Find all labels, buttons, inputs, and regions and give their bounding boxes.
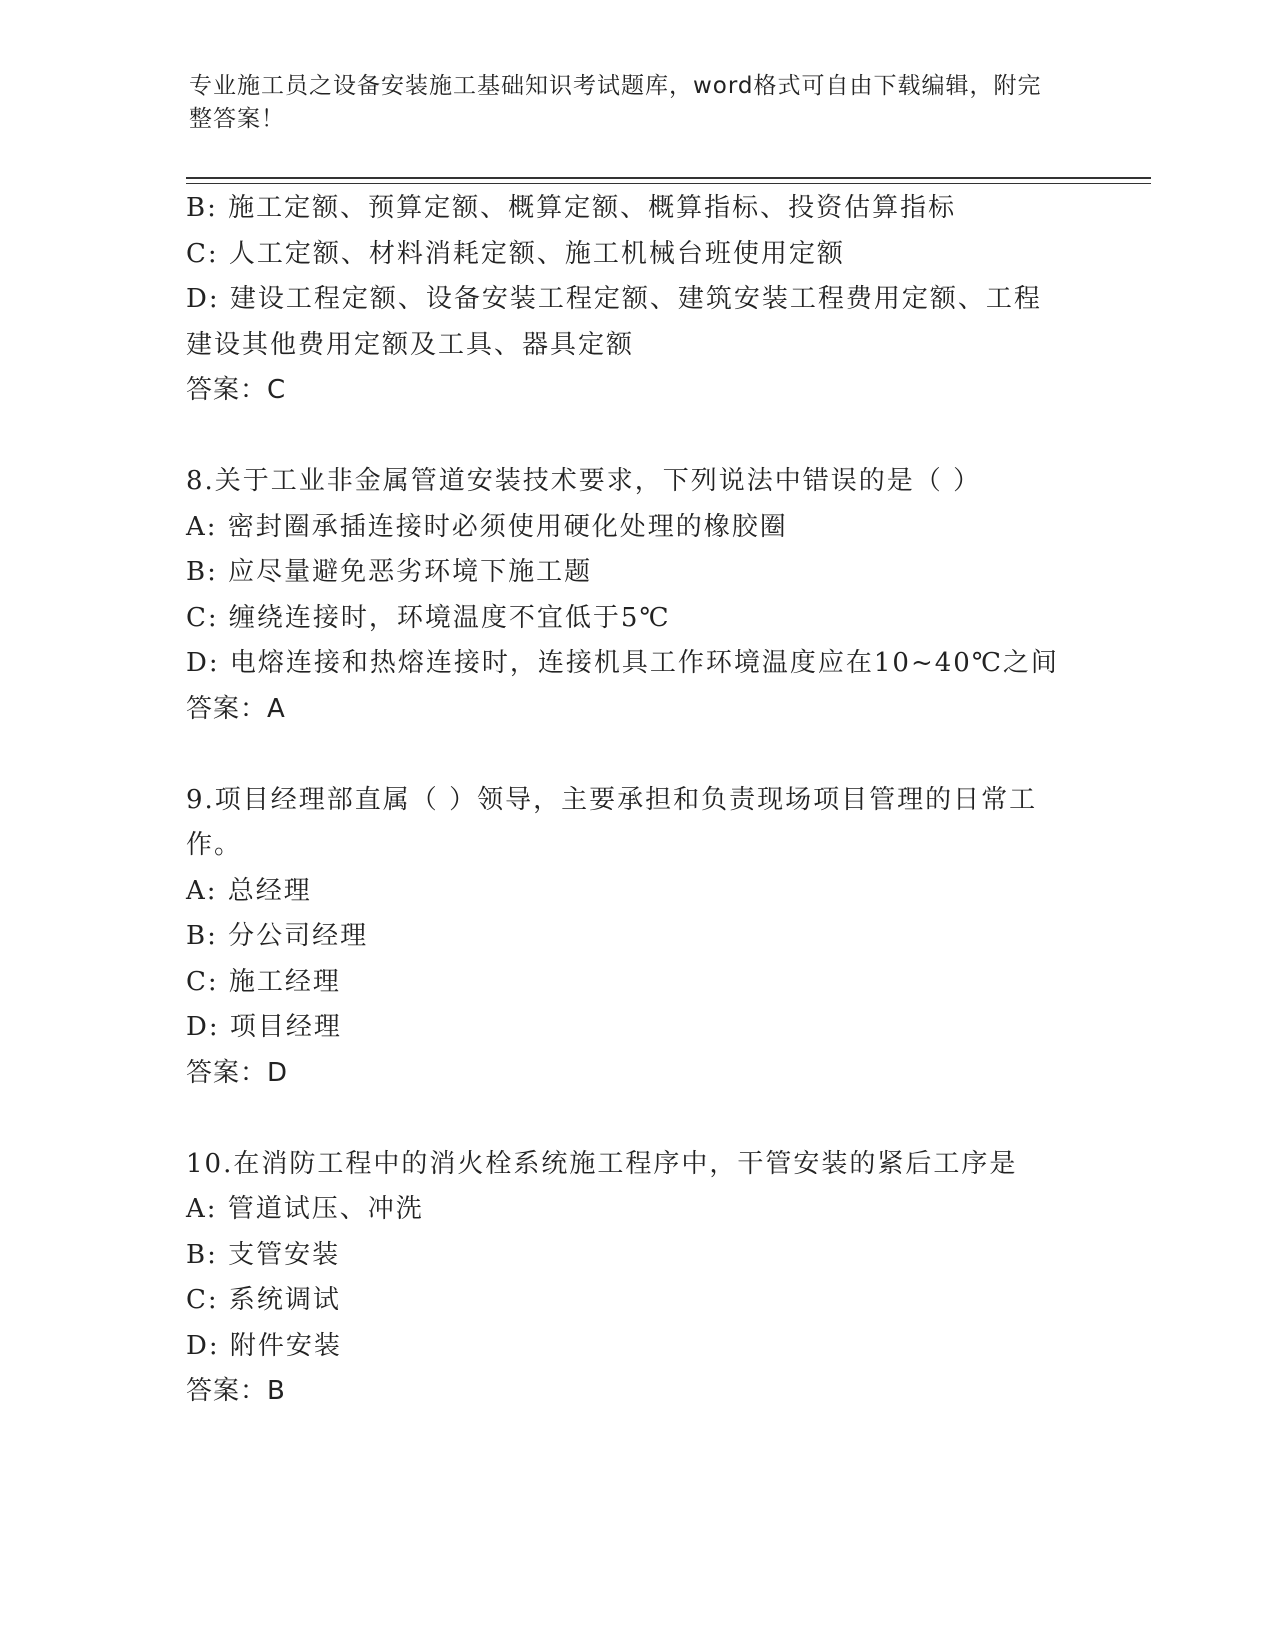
question-block-9 xyxy=(186,778,1126,1097)
answer: 答案：A xyxy=(186,693,286,724)
header-line-2: 整答案！ xyxy=(189,106,285,132)
question-stem: 10.在消防工程中的消火栓系统施工程序中，干管安装的紧后工序是 xyxy=(186,1148,1018,1179)
spacer xyxy=(186,732,1126,778)
question-block-7 xyxy=(186,186,1126,414)
question-stem-continued: 作。 xyxy=(186,830,243,860)
option-a: A: 总经理 xyxy=(186,875,312,906)
question-block-10 xyxy=(186,1142,1126,1415)
question-stem: 8.关于工业非金属管道安装技术要求，下列说法中错误的是（ ） xyxy=(186,466,982,496)
spacer xyxy=(186,1096,1126,1142)
option-b: B: 支管安装 xyxy=(186,1239,341,1270)
option-d: D: 电熔连接和热熔连接时，连接机具工作环境温度应在10~40℃之间 xyxy=(186,648,1059,678)
spacer xyxy=(186,414,1126,460)
option-a: A: 管道试压、冲洗 xyxy=(186,1194,424,1224)
option-d: D: 建设工程定额、设备安装工程定额、建筑安装工程费用定额、工程 xyxy=(186,284,1042,314)
document-body xyxy=(186,186,1126,1415)
option-d-continued: 建设其他费用定额及工具、器具定额 xyxy=(186,329,635,360)
option-c: C: 施工经理 xyxy=(186,966,341,997)
option-c: C: 人工定额、材料消耗定额、施工机械台班使用定额 xyxy=(186,238,845,269)
answer: 答案：B xyxy=(186,1376,286,1406)
option-d: D: 项目经理 xyxy=(186,1012,342,1042)
option-b: B: 应尽量避免恶劣环境下施工题 xyxy=(186,557,593,587)
header-divider xyxy=(186,177,1151,184)
option-d: D: 附件安装 xyxy=(186,1330,342,1361)
option-a: A: 密封圈承插连接时必须使用硬化处理的橡胶圈 xyxy=(186,511,788,542)
option-c: C: 缠绕连接时，环境温度不宜低于5℃ xyxy=(186,602,671,633)
option-c: C: 系统调试 xyxy=(186,1285,341,1315)
answer: 答案：C xyxy=(186,375,287,405)
question-stem: 9.项目经理部直属（ ）领导，主要承担和负责现场项目管理的日常工 xyxy=(186,784,1038,815)
option-b: B: 施工定额、预算定额、概算定额、概算指标、投资估算指标 xyxy=(186,193,957,223)
option-b: B: 分公司经理 xyxy=(186,921,369,951)
header-line-1: 专业施工员之设备安装施工基础知识考试题库，word格式可自由下载编辑，附完 xyxy=(189,73,1042,99)
answer: 答案：D xyxy=(186,1057,289,1088)
document-header xyxy=(189,70,1069,136)
question-block-8 xyxy=(186,459,1126,732)
